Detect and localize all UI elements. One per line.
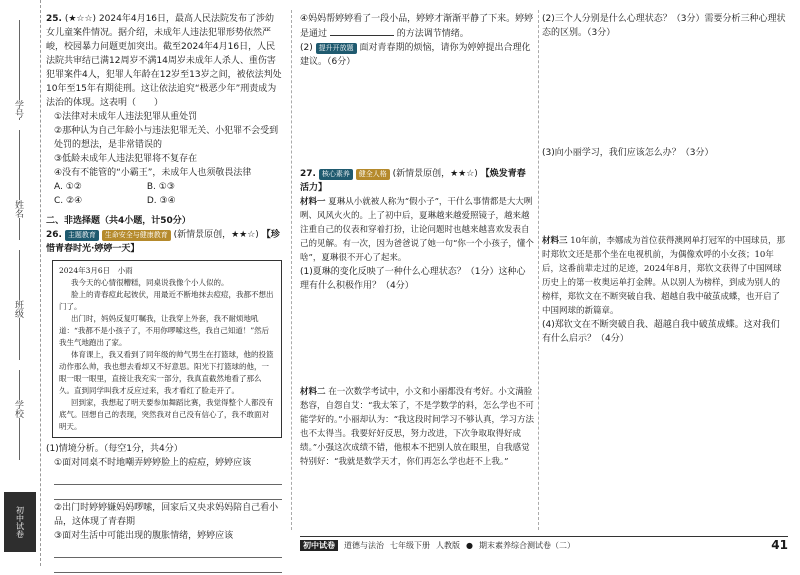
- diary-paragraph: 我今天的心情很糟糕，同桌说我像个小人似的。: [71, 278, 229, 287]
- material-3: [542, 234, 788, 318]
- material-2: [300, 385, 534, 469]
- q26-sub1-item: ②出门时婷婷嫌妈妈啰嗦，回家后又央求妈妈陪自己看小品，这体现了青春期: [54, 503, 279, 527]
- q25-number: 25.: [46, 14, 62, 24]
- diary-box: [52, 260, 282, 438]
- q27-header: [300, 167, 534, 195]
- q26-tag-topic: 生命安全与健康教育: [102, 230, 171, 241]
- margin-label-school: 学校: [13, 400, 23, 418]
- q27-number: 27.: [300, 169, 316, 179]
- q27-tag-topic: 健全人格: [356, 169, 390, 180]
- margin-label-student-id: 学号: [13, 100, 23, 118]
- publisher-logo: 初中试卷: [4, 492, 36, 552]
- binding-margin: [0, 0, 41, 566]
- q25-difficulty: (★☆☆): [64, 14, 97, 24]
- q26-item-4-end: 的方法调节情绪。: [396, 29, 469, 39]
- answer-blank[interactable]: [330, 26, 394, 36]
- q25-choices-row: [46, 180, 282, 194]
- q25-option: ③低龄未成年人违法犯罪将不复存在: [54, 154, 198, 164]
- q25-choices-row: [46, 194, 282, 208]
- answer-line[interactable]: [54, 471, 282, 485]
- question-26: [46, 228, 282, 573]
- column-divider: [538, 10, 539, 530]
- answer-space[interactable]: [300, 69, 534, 167]
- q26-sub2-number: (2): [300, 43, 313, 53]
- q25-option: ④没有不能管的“小霸王”，未成年人也须敬畏法律: [54, 168, 252, 178]
- q25-text: 2024年4月16日，最高人民法院发布了涉幼女儿童案件情况。据介绍，未成年人违法犯罪形势依然严峻，校园暴力问题更加突出。截至2024年4月16日，人民法院共审结已满12周岁不满14周岁未成年人杀人、重伤害犯罪案件4人，犯罪人年龄在12岁至13岁之间，被依法判处10年至15年有期徒刑。这让依法追究“极恶少年”刑责成为法治的体现。这表明（ ）: [46, 14, 282, 108]
- q27-sub1: (1)夏琳的变化反映了一种什么心理状态？（1分）这种心理有什么积极作用？（4分）: [300, 267, 526, 291]
- q25-stem: [46, 12, 282, 110]
- q25-option: ②那种认为自己年龄小与违法犯罪无关、小犯罪不会受到处罚的想法，是非常错误的: [54, 126, 279, 150]
- q27-title: 【焕发青春活力】: [300, 169, 526, 193]
- material-1-lead: 材料一: [300, 197, 326, 207]
- question-25: [46, 12, 282, 208]
- material-1: [300, 195, 534, 265]
- answer-space[interactable]: [542, 40, 788, 146]
- q26-sub2-tag: 提升开放题: [316, 43, 357, 54]
- answer-line[interactable]: [54, 486, 282, 500]
- column-divider: [291, 10, 292, 530]
- answer-line[interactable]: [54, 544, 282, 558]
- margin-label-class: 班级: [13, 300, 23, 318]
- footer-grade: 七年级下册: [390, 540, 430, 550]
- q25-choice-d[interactable]: D. ③④: [146, 196, 176, 206]
- answer-line[interactable]: [54, 559, 282, 573]
- footer-subject: 道德与法治: [344, 540, 384, 550]
- diary-date: 2024年3月6日 小雨: [59, 266, 133, 275]
- answer-space[interactable]: [300, 293, 534, 385]
- section-title: 二、非选择题（共4小题，计50分）: [46, 216, 191, 226]
- page-number: 41: [771, 538, 788, 552]
- footer-edition: 人教版: [436, 540, 460, 550]
- q26-sub2: [300, 41, 534, 69]
- question-27: [300, 167, 534, 469]
- page-footer: [300, 536, 788, 553]
- answer-space[interactable]: [542, 160, 788, 234]
- diary-paragraph: 回到家，我想起了明天要参加舞蹈比赛，我觉得整个人都没有底气。回想自己的表现，突然我对自己没有信心了，我不敢面对明天。: [59, 398, 274, 431]
- diary-paragraph: 脸上的青春痘此起彼伏，用最近不断地抹去痘痘，我都不想出门了。: [59, 290, 274, 311]
- diary-paragraph: 体育课上，我又看到了同年级的帅气男生在打篮球，他的投篮动作那么帅，我也想去看却又不好意思。阳光下打篮球的他，一眼一眼一眼里，直接让我充实一部分，我真直截然地看了那么久。直到同学叫我才反应过来，我才看红了脸走开了。: [59, 350, 274, 395]
- q26-sub1: (1)情境分析。（每空1分，共4分）: [46, 444, 183, 454]
- column-middle: [300, 12, 534, 471]
- q26-sub1-item: ③面对生活中可能出现的腹胀情绪，婷婷应该: [54, 531, 234, 541]
- footer-badge: 初中试卷: [300, 540, 338, 551]
- footer-bullet-icon: ●: [466, 540, 473, 550]
- q27-source: (新情景原创，★★☆): [392, 169, 478, 179]
- footer-title: 期末素养综合测试卷（二）: [478, 540, 575, 550]
- q26-item-4: [300, 12, 534, 41]
- q25-choice-b[interactable]: B. ①③: [146, 182, 175, 192]
- margin-line: [19, 130, 20, 240]
- q27-sub4: (4)郑钦文在不断突破自我、超越自我中破茧成蝶。这对我们有什么启示？（4分）: [542, 320, 780, 344]
- q26-number: 26.: [46, 230, 62, 240]
- q25-choice-c[interactable]: C. ②④: [54, 196, 83, 206]
- q26-title: 【珍惜青春时光·婷婷一天】: [46, 230, 280, 254]
- material-3-lead: 材料三: [542, 236, 568, 246]
- q25-option: ①法律对未成年人违法犯罪从重处罚: [54, 112, 198, 122]
- q25-choice-a[interactable]: A. ①②: [54, 182, 82, 192]
- q27-tag-core: 核心素养: [319, 169, 353, 180]
- q26-tag-theme: 主题教育: [65, 230, 99, 241]
- material-2-text: 在一次数学考试中，小文和小丽都没有考好。小文满脸愁容，自怨自艾：“我太笨了，不是学数学的料，怎么学也不可能学好的。”小丽却认为：“我这段时间学习不够认真，学习方法也不太得当。我要好好反思，努力改进，下次争取取得好成绩。”小强这次成绩不错，他根本不把别人放在眼里，自我感觉特别好：“我就是数学天才，你们再怎么学也赶不上我。”: [300, 387, 534, 467]
- q26-item-4-text: ④妈妈帮婷婷看了一段小品，婷婷才渐渐平静了下来。婷婷是通过: [300, 14, 534, 39]
- q26-source: (新情景原创，★★☆): [173, 230, 259, 240]
- material-1-text: 夏琳从小就被人称为“假小子”，干什么事情都是大大咧咧、风风火火的。上了初中后，夏琳越来越爱照镜子，越来越注重自己的仪表和穿着打扮，让论问题时也越来越喜欢发表自己的见解。有一次，因为爸爸说了她一句“你一个小孩子，懂个啥”，夏琳很不开心了起来。: [300, 197, 534, 263]
- diary-paragraph: 出门时，妈妈反复叮嘱我，让我穿上外套，我不耐烦地吼道：“我都不是小孩子了，不用你啰嗦这些，我自己知道！”然后我生气地跑出了家。: [59, 314, 270, 347]
- material-3-text: 10年前，李娜成为首位获得澳网单打冠军的中国球员，那时郑钦文还是那个坐在电视机前，为偶像欢呼的小女孩；10年后，这番前辈走过的足迹，2024年8月，郑钦文获得了中国网球历史上的第一枚奥运单打金牌。从以别人为榜样，到成为别人的榜样，郑钦文在不断突破自我、超越自我中破茧成蝶，也开启了中国网球的新篇章。: [542, 236, 786, 316]
- column-left: [46, 12, 282, 575]
- margin-label-name: 姓名: [13, 200, 23, 218]
- q26-header: [46, 228, 282, 256]
- q27-sub3: (3)向小丽学习，我们应该怎么办？（3分）: [542, 148, 714, 158]
- q27-sub2: (2)三个人分别是什么心理状态？（3分）需要分析三种心理状态的区别。（3分）: [542, 14, 786, 38]
- material-2-lead: 材料二: [300, 387, 326, 397]
- q26-sub2-text: 面对青春期的烦恼，请你为婷婷提出合理化建议。（6分）: [300, 43, 531, 67]
- column-right: [542, 12, 788, 346]
- q26-sub1-item: ①面对同桌不时地嘲弄婷婷脸上的痘痘，婷婷应该: [54, 458, 252, 468]
